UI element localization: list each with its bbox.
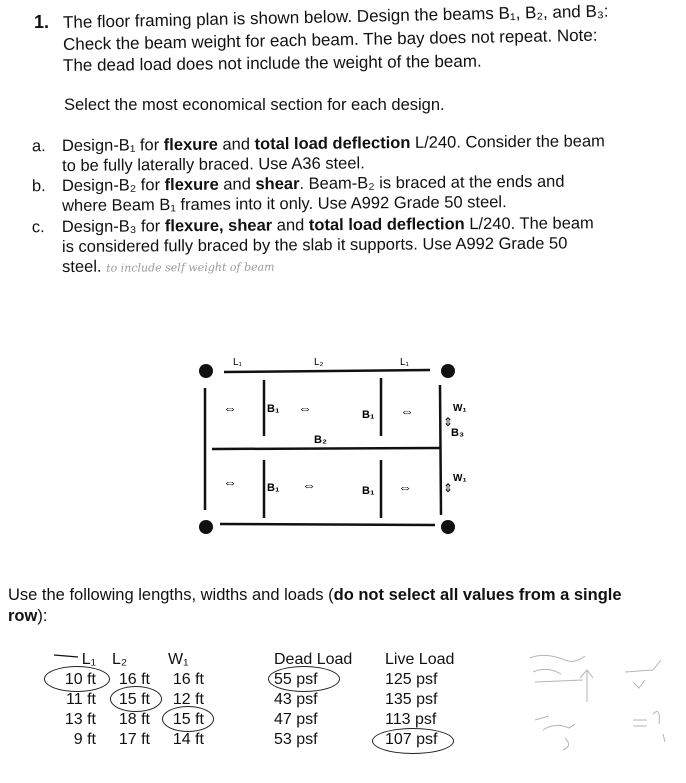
span-arrow-icon: ⇔ xyxy=(298,400,312,416)
table-cell: 107 psf xyxy=(385,731,438,748)
part-c-line-2: is considered fully braced by the slab it supports. Use A992 Grade 50 xyxy=(61,234,568,256)
beam-b1-label: B₁ xyxy=(267,403,280,415)
span-arrow-icon: ⇔ xyxy=(302,477,316,493)
table-cell: 16 ft xyxy=(172,671,204,688)
table-cell: 53 psf xyxy=(274,731,318,748)
strike-mark xyxy=(52,645,82,665)
question-number: 1. xyxy=(34,12,50,32)
span-label-l1: L₁ xyxy=(233,357,242,368)
table-cell: 14 ft xyxy=(172,731,204,748)
question-line-3: The dead load does not include the weight of the beam. xyxy=(62,51,482,75)
table-cell: 13 ft xyxy=(64,711,96,728)
column-bottom-right xyxy=(441,520,455,534)
right-girder xyxy=(440,385,441,515)
beam-b1-label: B₁ xyxy=(267,482,280,494)
table-cell: 9 ft xyxy=(73,731,96,748)
part-c-line-3: steel. xyxy=(62,257,102,276)
column-w1 xyxy=(162,650,204,750)
table-cell: 16 ft xyxy=(118,671,150,688)
span-label-l2: L₂ xyxy=(314,357,324,368)
header-live-load: Live Load xyxy=(385,651,455,668)
beam-b2-line xyxy=(212,448,440,449)
question-line-2: Check the beam weight for each beam. The bay does not repeat. Note: xyxy=(62,25,598,54)
handwritten-scribbles xyxy=(525,650,685,760)
span-arrow-icon: ⇔ xyxy=(223,400,237,416)
selection-circle xyxy=(110,686,162,712)
part-c: c. Design-B₃ for flexure, shear and total load deflection L/240. The beam is considered fully braced by the slab it supports. Use A992 Grade 50 steel. to include self weight of beam xyxy=(31,214,594,276)
select-instruction: Select the most economical section for each design. xyxy=(64,96,445,114)
table-cell: 17 ft xyxy=(118,731,150,748)
part-a: a. Design-B₁ for flexure and total load deflection L/240. Consider the beam to be fully laterally braced. Use A36 steel. xyxy=(31,132,605,175)
question-line-1: The floor framing plan is shown below. Design the beams B₁, B₂, and B₃: xyxy=(62,1,609,32)
column-dead-load xyxy=(274,650,352,750)
beam-b2-label: B₂ xyxy=(314,434,327,446)
column-l1 xyxy=(60,650,96,750)
part-b: b. Design-B₂ for flexure and shear. Beam-B₂ is braced at the ends and where Beam B₁ frames into it only. Use A992 Grade 50 steel. xyxy=(31,172,565,215)
selection-circle xyxy=(372,728,454,754)
column-top-left xyxy=(199,364,213,378)
table-cell: 125 psf xyxy=(385,671,438,688)
use-values-instruction: Use the following lengths, widths and loads (do not select all values from a single row): xyxy=(8,586,622,625)
span-label-l1: L₁ xyxy=(400,357,409,368)
selection-circle xyxy=(162,706,214,732)
table-cell: 55 psf xyxy=(274,671,318,688)
header-l2: L₂ xyxy=(112,651,128,668)
framing-plan-diagram xyxy=(190,350,480,540)
column-bottom-left xyxy=(199,520,213,534)
table-cell: 18 ft xyxy=(118,711,150,728)
handwritten-note: to include self weight of beam xyxy=(106,260,275,275)
width-label-w1: W₁ xyxy=(453,403,467,414)
table-cell: 15 ft xyxy=(172,711,204,728)
column-top-right xyxy=(441,364,455,378)
header-l1: L₁ xyxy=(81,651,96,668)
table-cell: 47 psf xyxy=(274,711,318,728)
beam-b1-label: B₁ xyxy=(362,409,375,421)
span-arrow-icon: ⇔ xyxy=(400,403,414,419)
bottom-girder xyxy=(220,524,435,525)
span-arrow-icon: ⇔ xyxy=(398,479,412,495)
width-label-w1: W₁ xyxy=(453,473,467,484)
width-arrow-icon: ⇕ xyxy=(443,415,454,429)
header-w1: W₁ xyxy=(168,651,189,668)
part-c-label: c. xyxy=(31,218,45,237)
table-cell: 135 psf xyxy=(385,691,438,708)
table-cell: 10 ft xyxy=(64,671,96,688)
table-cell: 113 psf xyxy=(385,711,437,728)
table-cell: 43 psf xyxy=(274,691,318,708)
part-a-line-2: to be fully laterally braced. Use A36 steel. xyxy=(62,154,365,175)
part-b-line-2: where Beam B₁ frames into it only. Use A992 Grade 50 steel. xyxy=(62,193,507,215)
selection-circle xyxy=(44,666,110,692)
width-arrow-icon: ⇕ xyxy=(443,481,454,495)
beam-b1-label: B₁ xyxy=(362,485,375,497)
top-girder xyxy=(224,370,430,372)
table-cell: 11 ft xyxy=(66,691,96,708)
table-cell: 12 ft xyxy=(172,691,204,708)
table-cell: 15 ft xyxy=(118,691,150,708)
beam-b3-label: B₃ xyxy=(451,427,465,439)
part-b-label: b. xyxy=(31,177,46,196)
span-arrow-icon: ⇔ xyxy=(223,474,237,490)
header-dead-load: Dead Load xyxy=(274,651,353,668)
selection-circle xyxy=(268,666,340,692)
part-a-label: a. xyxy=(31,137,46,156)
